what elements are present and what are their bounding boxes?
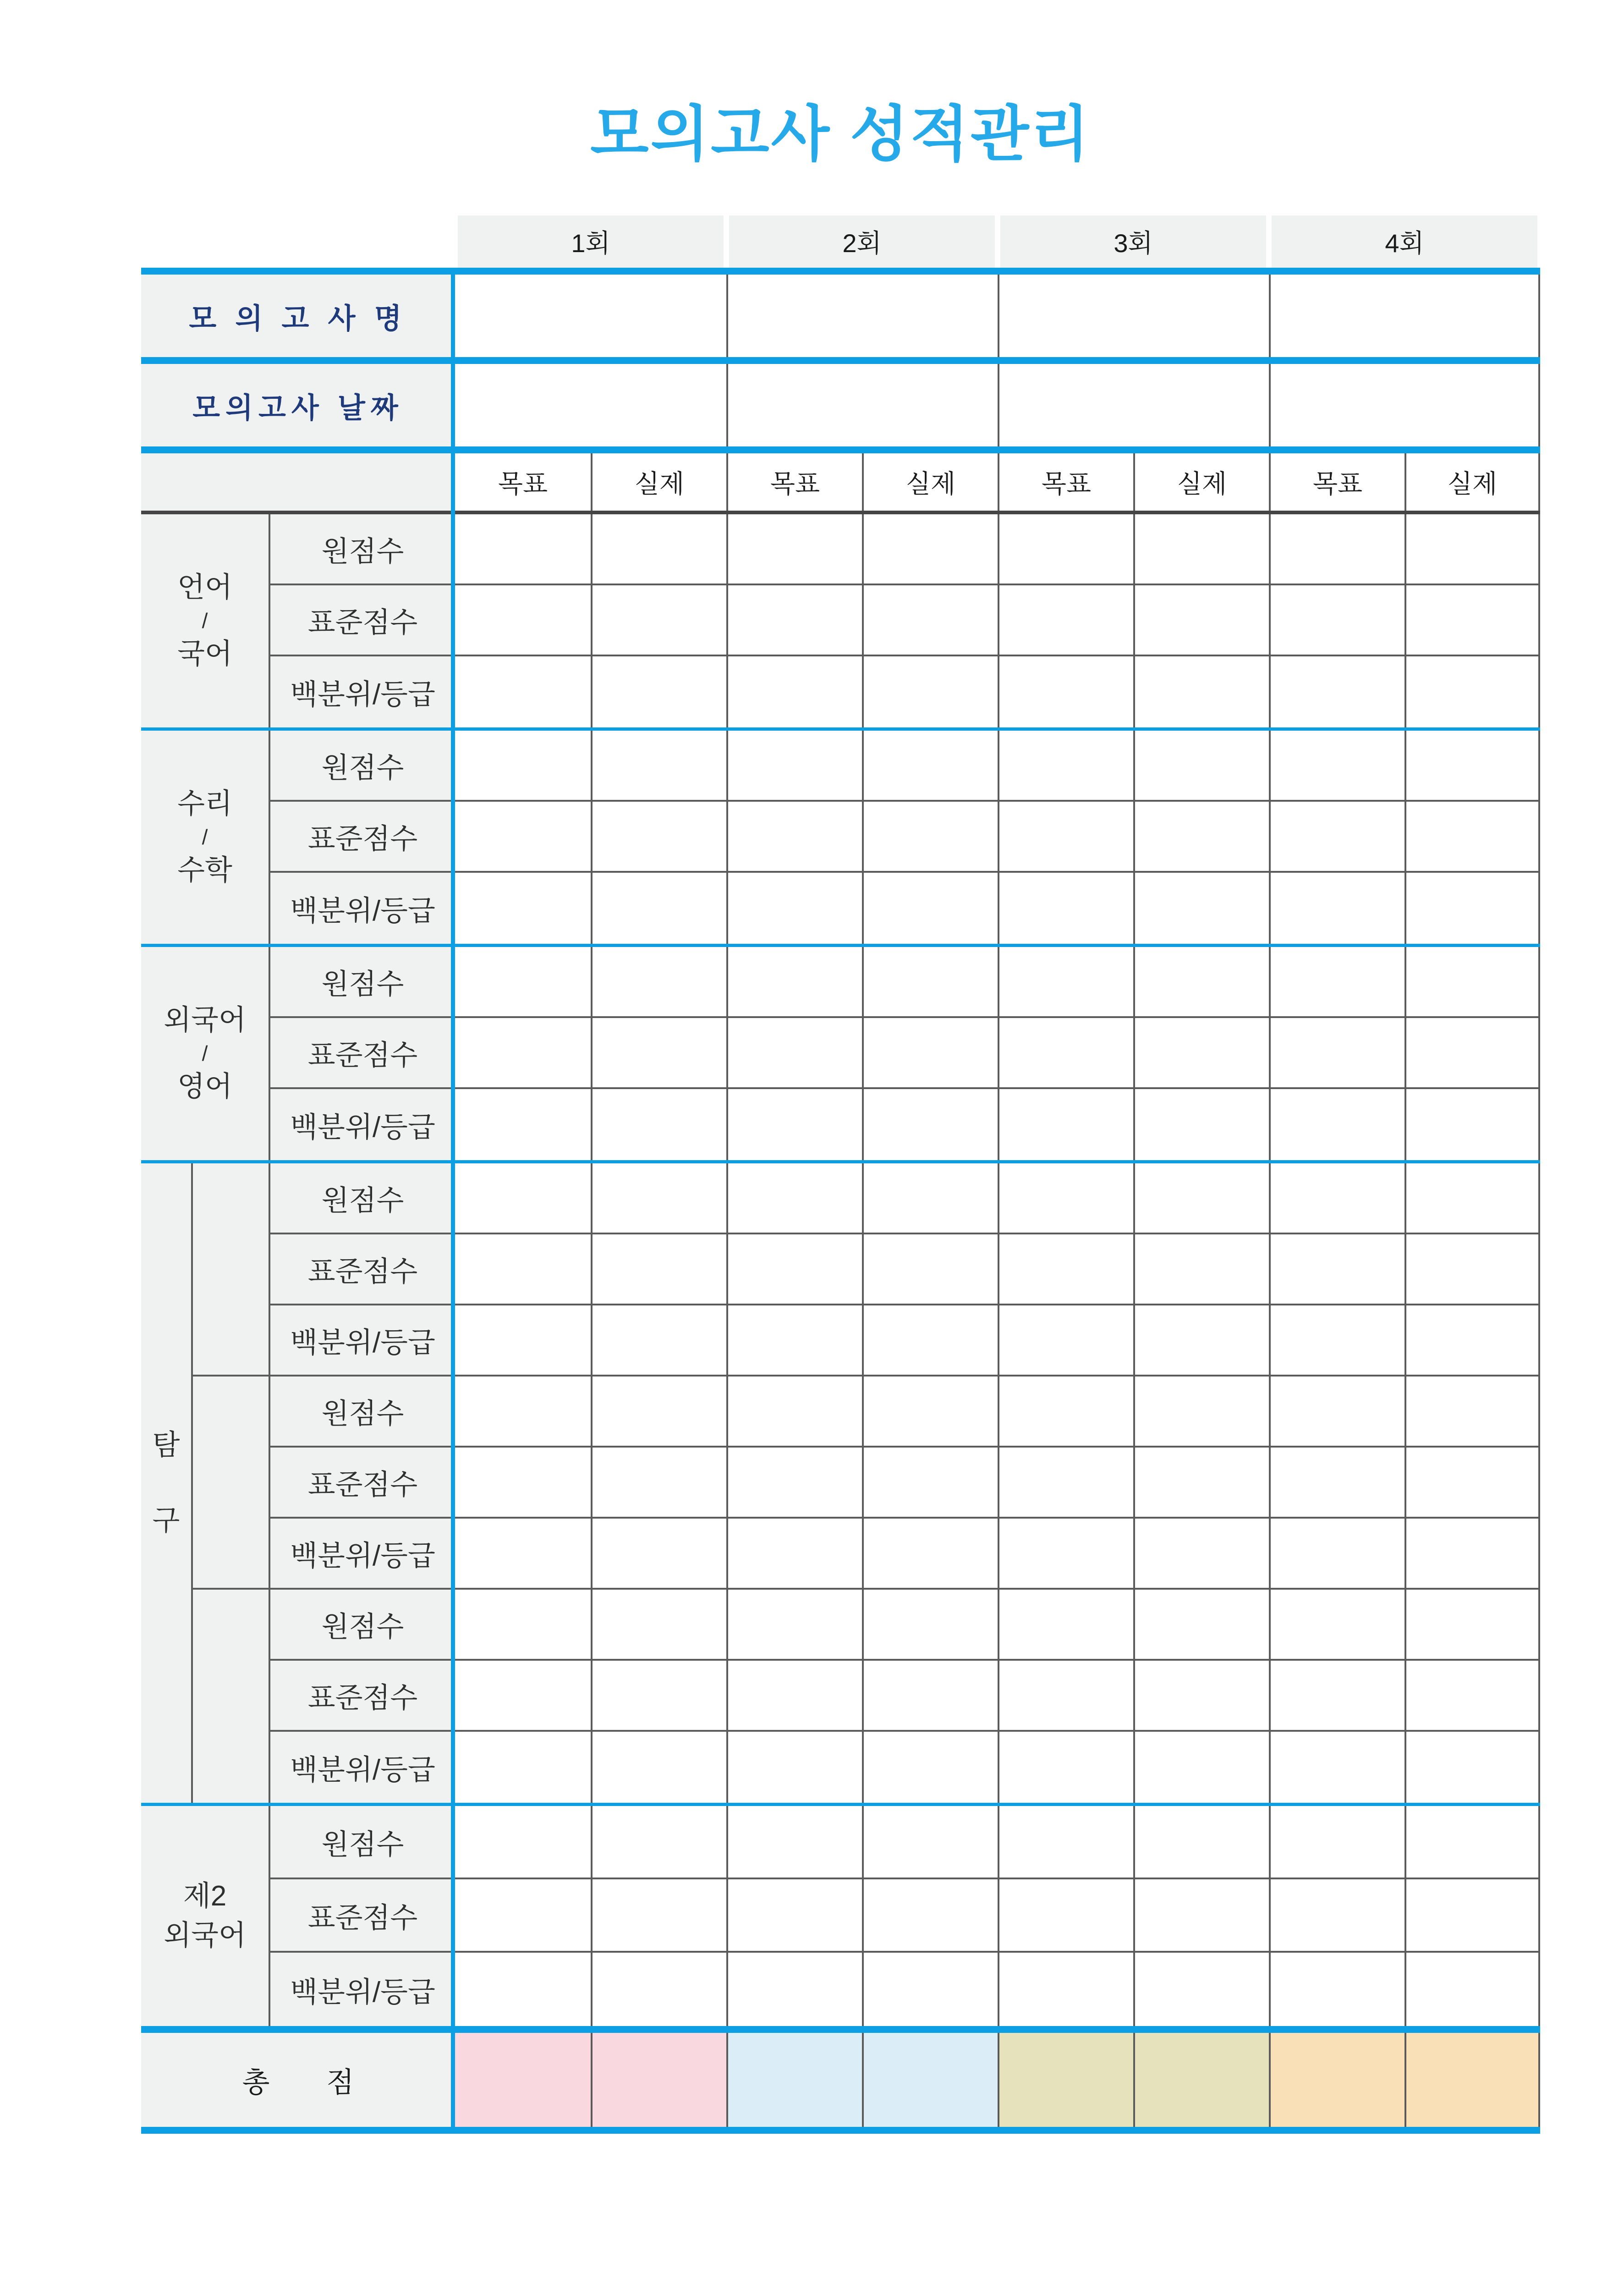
score-cell[interactable]: [726, 1305, 862, 1377]
score-cell[interactable]: [862, 514, 998, 585]
score-cell[interactable]: [862, 947, 998, 1018]
score-cell[interactable]: [455, 1661, 591, 1732]
inquiry-subject-cell[interactable]: [193, 1377, 270, 1590]
section-label-line: 외국어: [164, 1920, 246, 1951]
row-label-standard-score: 표준점수: [270, 802, 455, 873]
score-cell[interactable]: [455, 585, 591, 656]
score-cell[interactable]: [1405, 802, 1540, 873]
section-label-line: /: [202, 608, 208, 633]
score-cell[interactable]: [455, 1732, 591, 1803]
score-cell[interactable]: [1269, 1519, 1405, 1590]
subheader-goal: 목표: [726, 453, 862, 511]
exam-name-cell[interactable]: [455, 275, 726, 357]
divider-blue-thick: [141, 2127, 1540, 2134]
score-cell[interactable]: [1133, 1089, 1269, 1160]
score-cell[interactable]: [1405, 1234, 1540, 1305]
score-cell[interactable]: [998, 1163, 1133, 1234]
score-cell[interactable]: [726, 802, 862, 873]
score-cell[interactable]: [455, 1018, 591, 1089]
section-label-line: 언어: [177, 572, 232, 604]
score-cell[interactable]: [998, 947, 1133, 1018]
score-cell[interactable]: [1269, 1879, 1405, 1953]
score-cell[interactable]: [1405, 1661, 1540, 1732]
score-cell[interactable]: [1405, 1953, 1540, 2026]
total-cell[interactable]: [726, 2033, 862, 2127]
score-cell[interactable]: [862, 656, 998, 727]
score-cell[interactable]: [998, 1519, 1133, 1590]
section-label-inquiry: [141, 1163, 193, 1803]
score-cell[interactable]: [998, 1018, 1133, 1089]
exam-name-cell[interactable]: [1269, 275, 1540, 357]
score-cell[interactable]: [1405, 1519, 1540, 1590]
score-cell[interactable]: [455, 656, 591, 727]
row-label-standard-score: 표준점수: [270, 1018, 455, 1089]
score-cell[interactable]: [1269, 585, 1405, 656]
total-cell[interactable]: [455, 2033, 591, 2127]
score-cell[interactable]: [1269, 1661, 1405, 1732]
score-cell[interactable]: [1269, 731, 1405, 802]
divider-blue-thin: [141, 944, 1540, 947]
score-cell[interactable]: [726, 1953, 862, 2026]
exam-name-cell[interactable]: [998, 275, 1269, 357]
subheader-goal: 목표: [455, 453, 591, 511]
exam-name-label: 모 의 고 사 명: [141, 275, 455, 357]
score-cell[interactable]: [591, 947, 726, 1018]
score-cell[interactable]: [1405, 1163, 1540, 1234]
score-cell[interactable]: [1269, 802, 1405, 873]
score-cell[interactable]: [455, 514, 591, 585]
score-cell[interactable]: [591, 1305, 726, 1377]
total-cell[interactable]: [998, 2033, 1133, 2127]
round-header-4: 4회: [1269, 215, 1540, 268]
row-label-standard-score: 표준점수: [270, 585, 455, 656]
label-data-divider: [451, 268, 455, 2134]
score-cell[interactable]: [1269, 1018, 1405, 1089]
score-cell[interactable]: [591, 1163, 726, 1234]
score-cell[interactable]: [1269, 873, 1405, 944]
score-cell[interactable]: [455, 1163, 591, 1234]
round-header-1: 1회: [455, 215, 726, 268]
score-cell[interactable]: [862, 1732, 998, 1803]
score-cell[interactable]: [1405, 1377, 1540, 1448]
row-label-percentile-grade: 백분위/등급: [270, 873, 455, 944]
exam-date-cell[interactable]: [726, 364, 998, 446]
score-cell[interactable]: [726, 947, 862, 1018]
score-cell[interactable]: [455, 731, 591, 802]
score-cell[interactable]: [862, 1163, 998, 1234]
score-cell[interactable]: [1405, 1089, 1540, 1160]
score-cell[interactable]: [998, 873, 1133, 944]
score-cell[interactable]: [1405, 1806, 1540, 1879]
score-cell[interactable]: [1269, 656, 1405, 727]
score-cell[interactable]: [862, 1448, 998, 1519]
score-cell[interactable]: [1405, 585, 1540, 656]
score-cell[interactable]: [862, 1305, 998, 1377]
score-cell[interactable]: [862, 1234, 998, 1305]
score-cell[interactable]: [726, 1519, 862, 1590]
score-table: [141, 215, 1540, 2134]
score-cell[interactable]: [1269, 1590, 1405, 1661]
score-cell[interactable]: [862, 1519, 998, 1590]
round-header-3: 3회: [998, 215, 1269, 268]
score-cell[interactable]: [591, 802, 726, 873]
score-cell[interactable]: [1269, 514, 1405, 585]
score-cell[interactable]: [726, 1661, 862, 1732]
score-cell[interactable]: [998, 1732, 1133, 1803]
score-cell[interactable]: [726, 1163, 862, 1234]
row-label-percentile-grade: 백분위/등급: [270, 656, 455, 727]
score-cell[interactable]: [455, 947, 591, 1018]
score-cell[interactable]: [1269, 1377, 1405, 1448]
divider-blue-thick: [141, 357, 1540, 364]
score-cell[interactable]: [1405, 873, 1540, 944]
score-cell[interactable]: [1133, 1953, 1269, 2026]
section-label-language: [141, 514, 270, 727]
section-label-line: /: [202, 825, 208, 849]
inquiry-subject-cell[interactable]: [193, 1163, 270, 1377]
section-label-line: /: [202, 1041, 208, 1065]
row-label-raw-score: 원점수: [270, 1163, 455, 1234]
score-cell[interactable]: [591, 1953, 726, 2026]
score-cell[interactable]: [862, 1806, 998, 1879]
score-cell[interactable]: [1133, 1448, 1269, 1519]
score-cell[interactable]: [998, 585, 1133, 656]
subheader-actual: 실제: [591, 453, 726, 511]
score-cell[interactable]: [1133, 1879, 1269, 1953]
score-cell[interactable]: [862, 873, 998, 944]
score-cell[interactable]: [726, 873, 862, 944]
inquiry-subject-cell[interactable]: [193, 1590, 270, 1803]
score-cell[interactable]: [998, 802, 1133, 873]
score-cell[interactable]: [455, 1305, 591, 1377]
score-cell[interactable]: [591, 1519, 726, 1590]
score-cell[interactable]: [591, 656, 726, 727]
row-label-percentile-grade: 백분위/등급: [270, 1953, 455, 2026]
subheader-spacer: [141, 453, 455, 511]
score-cell[interactable]: [1133, 514, 1269, 585]
score-cell[interactable]: [455, 1089, 591, 1160]
score-cell[interactable]: [998, 1448, 1133, 1519]
total-cell[interactable]: [1133, 2033, 1269, 2127]
divider-blue-thin: [141, 1803, 1540, 1806]
total-cell[interactable]: [1269, 2033, 1405, 2127]
row-label-standard-score: 표준점수: [270, 1448, 455, 1519]
score-cell[interactable]: [1133, 873, 1269, 944]
score-cell[interactable]: [862, 802, 998, 873]
exam-date-cell[interactable]: [455, 364, 726, 446]
score-cell[interactable]: [1133, 1661, 1269, 1732]
score-cell[interactable]: [998, 656, 1133, 727]
score-cell[interactable]: [1405, 514, 1540, 585]
score-cell[interactable]: [998, 1806, 1133, 1879]
score-cell[interactable]: [998, 1879, 1133, 1953]
score-cell[interactable]: [591, 585, 726, 656]
section-label-line: 외국어: [164, 1004, 246, 1036]
total-label: 총 점: [141, 2033, 455, 2127]
section-label-second-language: [141, 1806, 270, 2026]
score-cell[interactable]: [591, 1661, 726, 1732]
row-label-percentile-grade: 백분위/등급: [270, 1305, 455, 1377]
row-label-raw-score: 원점수: [270, 947, 455, 1018]
score-cell[interactable]: [1133, 1234, 1269, 1305]
exam-date-label: 모의고사 날짜: [141, 364, 455, 446]
score-cell[interactable]: [455, 1953, 591, 2026]
exam-name-cell[interactable]: [726, 275, 998, 357]
exam-date-cell[interactable]: [1269, 364, 1540, 446]
score-cell[interactable]: [1405, 1305, 1540, 1377]
score-cell[interactable]: [998, 731, 1133, 802]
row-label-standard-score: 표준점수: [270, 1879, 455, 1953]
score-cell[interactable]: [455, 1879, 591, 1953]
section-label-line: 국어: [177, 638, 232, 670]
divider-dark: [141, 511, 1540, 514]
section-label-math: [141, 731, 270, 944]
score-cell[interactable]: [998, 1305, 1133, 1377]
score-cell[interactable]: [998, 1590, 1133, 1661]
section-label-line: 탐: [152, 1429, 180, 1461]
score-cell[interactable]: [1133, 1732, 1269, 1803]
row-label-raw-score: 원점수: [270, 1806, 455, 1879]
page-title: 모의고사 성적관리: [590, 100, 1091, 168]
row-label-percentile-grade: 백분위/등급: [270, 1732, 455, 1803]
score-cell[interactable]: [1133, 802, 1269, 873]
score-cell[interactable]: [862, 1377, 998, 1448]
score-cell[interactable]: [726, 514, 862, 585]
row-label-raw-score: 원점수: [270, 731, 455, 802]
row-label-percentile-grade: 백분위/등급: [270, 1519, 455, 1590]
total-cell[interactable]: [1405, 2033, 1540, 2127]
score-cell[interactable]: [998, 1953, 1133, 2026]
score-cell[interactable]: [862, 1590, 998, 1661]
subheader-goal: 목표: [998, 453, 1133, 511]
score-cell[interactable]: [726, 1879, 862, 1953]
section-label-line: 수리: [177, 788, 232, 820]
score-cell[interactable]: [591, 1732, 726, 1803]
score-cell[interactable]: [1405, 1732, 1540, 1803]
score-cell[interactable]: [1269, 1089, 1405, 1160]
score-cell[interactable]: [726, 1806, 862, 1879]
score-cell[interactable]: [1269, 1448, 1405, 1519]
score-cell[interactable]: [1405, 1018, 1540, 1089]
score-cell[interactable]: [1133, 947, 1269, 1018]
score-cell[interactable]: [726, 1732, 862, 1803]
score-cell[interactable]: [455, 1519, 591, 1590]
score-cell[interactable]: [1133, 1163, 1269, 1234]
score-cell[interactable]: [455, 802, 591, 873]
score-cell[interactable]: [1405, 731, 1540, 802]
divider-blue-thin: [141, 1160, 1540, 1163]
row-label-standard-score: 표준점수: [270, 1234, 455, 1305]
row-label-raw-score: 원점수: [270, 1590, 455, 1661]
score-cell[interactable]: [455, 1448, 591, 1519]
subheader-actual: 실제: [1405, 453, 1540, 511]
score-cell[interactable]: [455, 1590, 591, 1661]
score-cell[interactable]: [998, 1234, 1133, 1305]
score-cell[interactable]: [998, 1089, 1133, 1160]
score-cell[interactable]: [862, 1879, 998, 1953]
score-cell[interactable]: [1133, 731, 1269, 802]
score-cell[interactable]: [591, 873, 726, 944]
divider-blue-thick: [141, 2026, 1540, 2033]
score-cell[interactable]: [591, 1448, 726, 1519]
score-cell[interactable]: [1133, 1018, 1269, 1089]
score-cell[interactable]: [998, 514, 1133, 585]
score-cell[interactable]: [726, 1590, 862, 1661]
section-label-line: 구: [152, 1504, 180, 1536]
section-label-line: 제2: [183, 1880, 227, 1912]
score-cell[interactable]: [1133, 1377, 1269, 1448]
score-cell[interactable]: [1269, 947, 1405, 1018]
score-cell[interactable]: [1133, 656, 1269, 727]
subheader-actual: 실제: [1133, 453, 1269, 511]
score-cell[interactable]: [1269, 1234, 1405, 1305]
divider-blue-thin: [141, 727, 1540, 731]
score-cell[interactable]: [998, 1377, 1133, 1448]
divider-blue-thick: [141, 446, 1540, 453]
score-cell[interactable]: [1133, 1305, 1269, 1377]
score-cell[interactable]: [1269, 1305, 1405, 1377]
score-cell[interactable]: [455, 873, 591, 944]
score-cell[interactable]: [455, 1806, 591, 1879]
row-label-percentile-grade: 백분위/등급: [270, 1089, 455, 1160]
score-cell[interactable]: [862, 585, 998, 656]
section-label-line: 영어: [177, 1071, 232, 1103]
subheader-actual: 실제: [862, 453, 998, 511]
score-cell[interactable]: [1133, 1590, 1269, 1661]
row-label-standard-score: 표준점수: [270, 1661, 455, 1732]
total-cell[interactable]: [862, 2033, 998, 2127]
row-label-raw-score: 원점수: [270, 1377, 455, 1448]
score-cell[interactable]: [591, 731, 726, 802]
divider-blue-thick: [141, 268, 1540, 275]
score-cell[interactable]: [1405, 1879, 1540, 1953]
score-cell[interactable]: [862, 1953, 998, 2026]
score-cell[interactable]: [591, 1806, 726, 1879]
score-cell[interactable]: [1405, 656, 1540, 727]
score-cell[interactable]: [591, 1089, 726, 1160]
score-cell[interactable]: [455, 1377, 591, 1448]
score-cell[interactable]: [591, 1590, 726, 1661]
score-cell[interactable]: [726, 1448, 862, 1519]
row-label-raw-score: 원점수: [270, 514, 455, 585]
score-cell[interactable]: [591, 1879, 726, 1953]
score-cell[interactable]: [1133, 585, 1269, 656]
score-cell[interactable]: [726, 1234, 862, 1305]
score-cell[interactable]: [726, 731, 862, 802]
score-cell[interactable]: [1133, 1519, 1269, 1590]
score-cell[interactable]: [1269, 1953, 1405, 2026]
score-cell[interactable]: [1269, 1806, 1405, 1879]
total-cell[interactable]: [591, 2033, 726, 2127]
score-cell[interactable]: [591, 1377, 726, 1448]
score-cell[interactable]: [862, 1018, 998, 1089]
score-cell[interactable]: [1405, 1448, 1540, 1519]
score-cell[interactable]: [726, 585, 862, 656]
score-cell[interactable]: [862, 731, 998, 802]
score-cell[interactable]: [726, 1377, 862, 1448]
score-cell[interactable]: [862, 1089, 998, 1160]
section-label-line: 수학: [177, 854, 232, 886]
score-cell[interactable]: [862, 1661, 998, 1732]
score-cell[interactable]: [455, 1234, 591, 1305]
score-cell[interactable]: [1133, 1806, 1269, 1879]
score-cell[interactable]: [1405, 947, 1540, 1018]
section-label-foreign-english: [141, 947, 270, 1160]
exam-date-cell[interactable]: [998, 364, 1269, 446]
score-cell[interactable]: [1405, 1590, 1540, 1661]
score-cell[interactable]: [1269, 1163, 1405, 1234]
round-header-2: 2회: [726, 215, 998, 268]
score-cell[interactable]: [726, 1018, 862, 1089]
score-cell[interactable]: [1269, 1732, 1405, 1803]
score-cell[interactable]: [591, 514, 726, 585]
score-cell[interactable]: [591, 1018, 726, 1089]
score-cell[interactable]: [591, 1234, 726, 1305]
score-cell[interactable]: [998, 1661, 1133, 1732]
score-cell[interactable]: [726, 1089, 862, 1160]
score-cell[interactable]: [726, 656, 862, 727]
subheader-goal: 목표: [1269, 453, 1405, 511]
